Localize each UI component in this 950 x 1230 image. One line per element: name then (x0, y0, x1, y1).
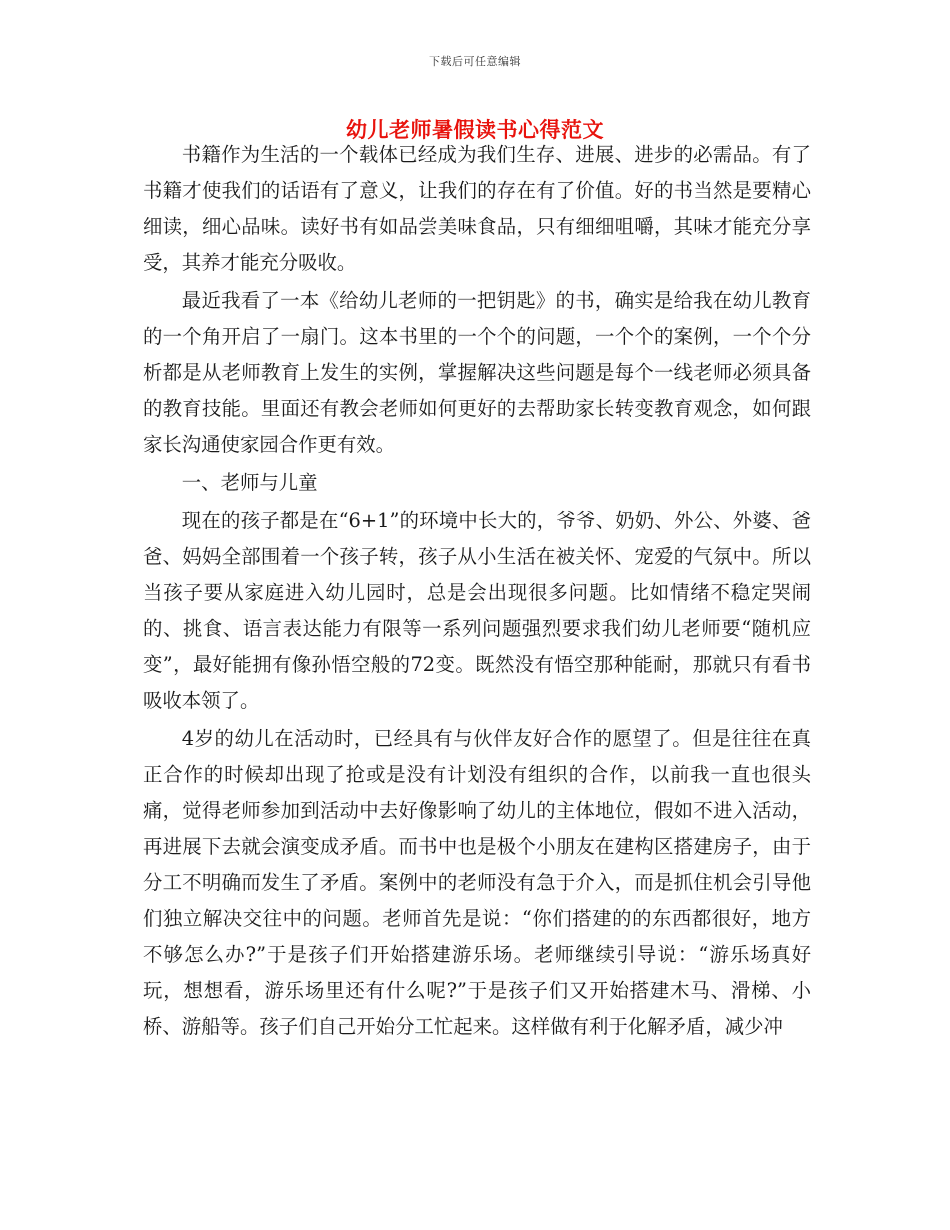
document-title: 幼儿老师暑假读书心得范文 (346, 118, 604, 142)
section-heading: 一、老师与儿童 (181, 471, 318, 494)
document-body (143, 137, 811, 1047)
paragraph-intro: 书籍作为生活的一个载体已经成为我们生存、进展、进步的必需品。有了书籍才使我们的话语有了意义，让我们的存在有了价值。好的书当然是要精心细读，细心品味。读好书有如品尝美味食品，只有细细咀嚼，其味才能充分享受，其养才能充分吸收。 (143, 143, 811, 274)
paragraph-cooperation: 4岁的幼儿在活动时，已经具有与伙伴友好合作的愿望了。但是往往在真正合作的时候却出现了抢或是没有计划没有组织的合作，以前我一直也很头痛，觉得老师参加到活动中去好像影响了幼儿的主体地位，假如不进入活动，再进展下去就会演变成矛盾。而书中也是极个小朋友在建构区搭建房子，由于分工不明确而发生了矛盾。案例中的老师没有急于介入，而是抓住机会引导他们独立解决交往中的问题。老师首先是说：“你们搭建的的东西都很好，地方不够怎么办?”于是孩子们开始搭建游乐场。老师继续引导说：“游乐场真好玩，想想看，游乐场里还有什么呢?”于是孩子们又开始搭建木马、滑梯、小桥、游船等。孩子们自己开始分工忙起来。这样做有利于化解矛盾，减少冲 (143, 727, 811, 1038)
paragraph-book: 最近我看了一本《给幼儿老师的一把钥匙》的书，确实是给我在幼儿教育的一个角开启了一扇门。这本书里的一个个的问题，一个个的案例，一个个分析都是从老师教育上发生的实例，掌握解决这些问题是每个一线老师必须具备的教育技能。里面还有教会老师如何更好的去帮助家长转变教育观念，如何跟家长沟通使家园合作更有效。 (143, 289, 811, 456)
paragraph-children: 现在的孩子都是在“6+1”的环境中长大的，爷爷、奶奶、外公、外婆、爸爸、妈妈全部围着一个孩子转，孩子从小生活在被关怀、宠爱的气氛中。所以当孩子要从家庭进入幼儿园时，总是会出现很多问题。比如情绪不稳定哭闹的、挑食、语言表达能力有限等一系列问题强烈要求我们幼儿老师要“随机应变”，最好能拥有像孙悟空般的72变。既然没有悟空那种能耐，那就只有看书吸收本领了。 (143, 509, 811, 712)
download-note: 下载后可任意编辑 (429, 55, 521, 68)
